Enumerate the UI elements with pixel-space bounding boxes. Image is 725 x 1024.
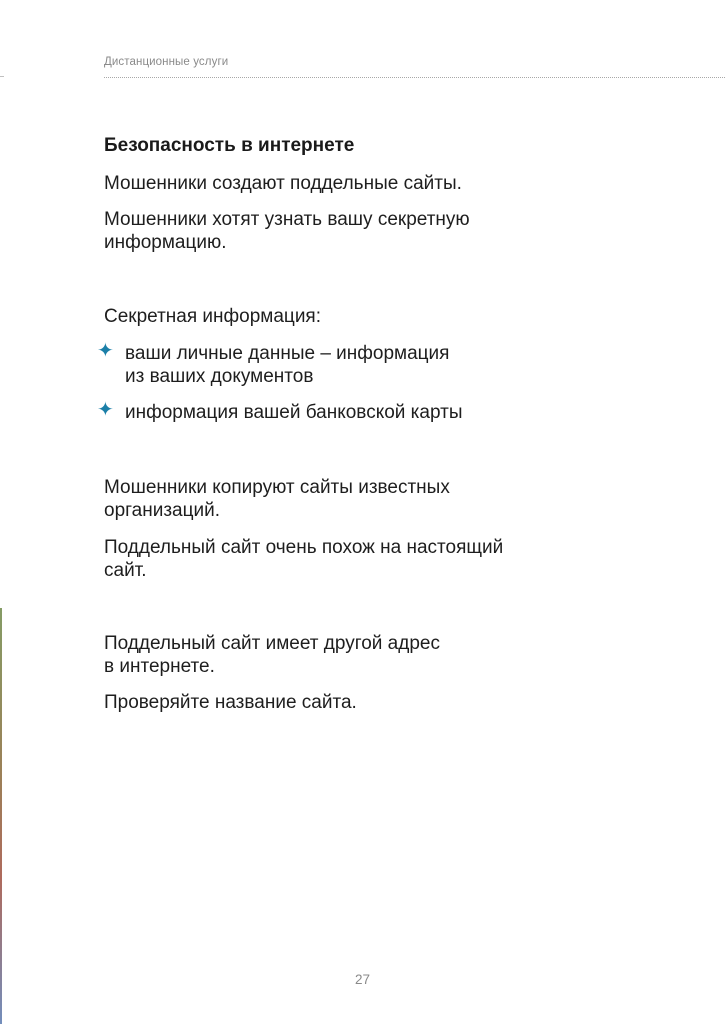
- paragraph-similar-site-line1: Поддельный сайт очень похож на настоящий: [104, 537, 504, 558]
- paragraph-other-address-line1: Поддельный сайт имеет другой адрес: [104, 633, 440, 654]
- paragraph-copy-sites-line1: Мошенники копируют сайты известных: [104, 477, 450, 498]
- paragraph-secret-info-line1: Мошенники хотят узнать вашу секретную: [104, 209, 470, 230]
- sparkle-icon: ✦: [97, 340, 114, 362]
- paragraph-secret-info-line2: информацию.: [104, 232, 227, 253]
- paragraph-other-address-line2: в интернете.: [104, 656, 215, 677]
- edge-tick-mark: [0, 76, 4, 77]
- paragraph-similar-site-line2: сайт.: [104, 560, 147, 581]
- sparkle-icon: ✦: [97, 399, 114, 421]
- running-header: Дистанционные услуги: [104, 56, 229, 68]
- paragraph-copy-sites-line2: организаций.: [104, 500, 220, 521]
- paragraph-secret-info-label: Секретная информация:: [104, 306, 321, 327]
- bullet-item-line1: информация вашей банковской карты: [125, 402, 463, 423]
- bullet-item-line2: из ваших документов: [125, 366, 314, 387]
- page-edge-strip: [0, 608, 2, 1024]
- page-number: 27: [354, 972, 371, 987]
- section-heading: Безопасность в интернете: [104, 135, 355, 156]
- paragraph-fake-sites: Мошенники создают поддельные сайты.: [104, 173, 462, 194]
- paragraph-check-site-name: Проверяйте название сайта.: [104, 692, 357, 713]
- header-divider: [104, 77, 725, 78]
- bullet-item-line1: ваши личные данные – информация: [125, 343, 450, 364]
